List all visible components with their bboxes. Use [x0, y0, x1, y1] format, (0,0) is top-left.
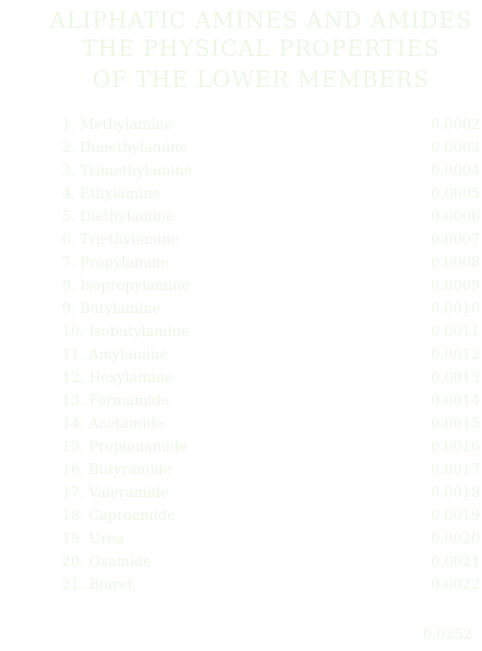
- list-item-number: 21.: [62, 577, 85, 593]
- list-item-label: Propionamide: [88, 439, 188, 455]
- list-item: [62, 551, 480, 574]
- list-item-number: 19.: [62, 531, 85, 547]
- list-item: [62, 160, 480, 183]
- list-item-left: [62, 390, 169, 413]
- list-item-left: [62, 482, 169, 505]
- total-value: 0.0252: [423, 627, 472, 643]
- list-item-value: 0.0017: [431, 462, 480, 478]
- list-item: [62, 137, 480, 160]
- list-item-left: [62, 367, 173, 390]
- list-item-left: [62, 229, 179, 252]
- list-item-label: Urea: [88, 531, 124, 547]
- list-item: [62, 482, 480, 505]
- list-item-value: 0.0015: [431, 416, 480, 432]
- list-item-label: Butyramide: [88, 462, 172, 478]
- list-item-left: [62, 252, 169, 275]
- list-item-value: 0.0013: [431, 370, 480, 386]
- list-item-number: 12.: [62, 370, 85, 386]
- list-item-value: 0.0012: [431, 347, 480, 363]
- list-item: [62, 436, 480, 459]
- list-item-value: 0.0004: [431, 163, 480, 179]
- list-item-value: 0.0003: [431, 140, 480, 156]
- list-item-number: 1.: [62, 117, 76, 133]
- list-item-value: 0.0011: [431, 324, 480, 340]
- list-item: [62, 275, 480, 298]
- list-item-number: 13.: [62, 393, 85, 409]
- item-list: [62, 114, 480, 597]
- title-line-2: THE PHYSICAL PROPERTIES: [82, 37, 440, 62]
- list-item: [62, 528, 480, 551]
- list-item: [62, 574, 480, 597]
- list-item-label: Caproamide: [88, 508, 176, 524]
- list-item-label: Methylamine: [79, 117, 173, 133]
- list-item-left: [62, 459, 172, 482]
- list-item-label: Hexylamine: [88, 370, 173, 386]
- list-item-left: [62, 114, 173, 137]
- list-item-number: 15.: [62, 439, 85, 455]
- list-item-value: 0.0022: [431, 577, 480, 593]
- list-item-label: Isobutylamine: [88, 324, 190, 340]
- list-item-number: 17.: [62, 485, 85, 501]
- list-item-label: Amylamine: [88, 347, 168, 363]
- list-item-left: [62, 413, 164, 436]
- list-item-label: Trimethylamine: [79, 163, 193, 179]
- list-item: [62, 114, 480, 137]
- list-item-number: 6.: [62, 232, 76, 248]
- list-item: [62, 390, 480, 413]
- list-item: [62, 298, 480, 321]
- list-item: [62, 505, 480, 528]
- list-item: [62, 459, 480, 482]
- list-item-value: 0.0016: [431, 439, 480, 455]
- list-item-number: 5.: [62, 209, 76, 225]
- list-item-left: [62, 551, 151, 574]
- list-item-left: [62, 137, 188, 160]
- list-item-label: Oxamide: [88, 554, 152, 570]
- list-item-value: 0.0018: [431, 485, 480, 501]
- list-item-label: Ethylamine: [79, 186, 161, 202]
- list-item-value: 0.0020: [431, 531, 480, 547]
- list-item-value: 0.0005: [431, 186, 480, 202]
- list-item: [62, 413, 480, 436]
- title-line-3: OF THE LOWER MEMBERS: [92, 68, 430, 93]
- list-item-left: [62, 528, 124, 551]
- list-item: [62, 344, 480, 367]
- list-item-label: Butylamine: [79, 301, 161, 317]
- list-item-left: [62, 183, 160, 206]
- list-item-number: 16.: [62, 462, 85, 478]
- list-item-number: 20.: [62, 554, 85, 570]
- list-item: [62, 367, 480, 390]
- list-item-left: [62, 160, 192, 183]
- list-item-value: 0.0007: [431, 232, 480, 248]
- list-item-value: 0.0021: [431, 554, 480, 570]
- list-item-number: 14.: [62, 416, 85, 432]
- list-item-label: Propylamine: [79, 255, 170, 271]
- list-item-label: Dimethylamine: [79, 140, 188, 156]
- list-item-label: Acetamide: [88, 416, 164, 432]
- list-item-left: [62, 505, 175, 528]
- list-item: [62, 321, 480, 344]
- list-item: [62, 229, 480, 252]
- list-item: [62, 183, 480, 206]
- title-block: [40, 8, 482, 95]
- list-item-number: 4.: [62, 186, 76, 202]
- list-item-label: Biuret: [88, 577, 134, 593]
- list-item-label: Isopropylamine: [79, 278, 190, 294]
- list-item-value: 0.0010: [431, 301, 480, 317]
- list-item-number: 11.: [62, 347, 85, 363]
- list-item-number: 8.: [62, 278, 76, 294]
- list-item-number: 3.: [62, 163, 76, 179]
- list-item-label: Formamide: [88, 393, 170, 409]
- list-item-number: 2.: [62, 140, 76, 156]
- list-item-label: Diethylamine: [79, 209, 175, 225]
- list-item-left: [62, 206, 174, 229]
- list-item-number: 9.: [62, 301, 76, 317]
- list-item-left: [62, 344, 168, 367]
- list-item-value: 0.0014: [431, 393, 480, 409]
- list-item-label: Valeramide: [88, 485, 169, 501]
- list-item-left: [62, 574, 133, 597]
- list-item: [62, 206, 480, 229]
- list-item-left: [62, 275, 190, 298]
- list-item-label: Triethylamine: [79, 232, 180, 248]
- list-item-value: 0.0002: [431, 117, 480, 133]
- list-item-value: 0.0008: [431, 255, 480, 271]
- list-item-left: [62, 298, 161, 321]
- title-line-1: ALIPHATIC AMINES AND AMIDES: [49, 9, 473, 34]
- list-item-value: 0.0009: [431, 278, 480, 294]
- list-item: [62, 252, 480, 275]
- list-item-value: 0.0019: [431, 508, 480, 524]
- list-item-left: [62, 436, 188, 459]
- list-item-value: 0.0006: [431, 209, 480, 225]
- list-item-left: [62, 321, 189, 344]
- list-item-number: 18.: [62, 508, 85, 524]
- list-item-number: 7.: [62, 255, 76, 271]
- list-item-number: 10.: [62, 324, 85, 340]
